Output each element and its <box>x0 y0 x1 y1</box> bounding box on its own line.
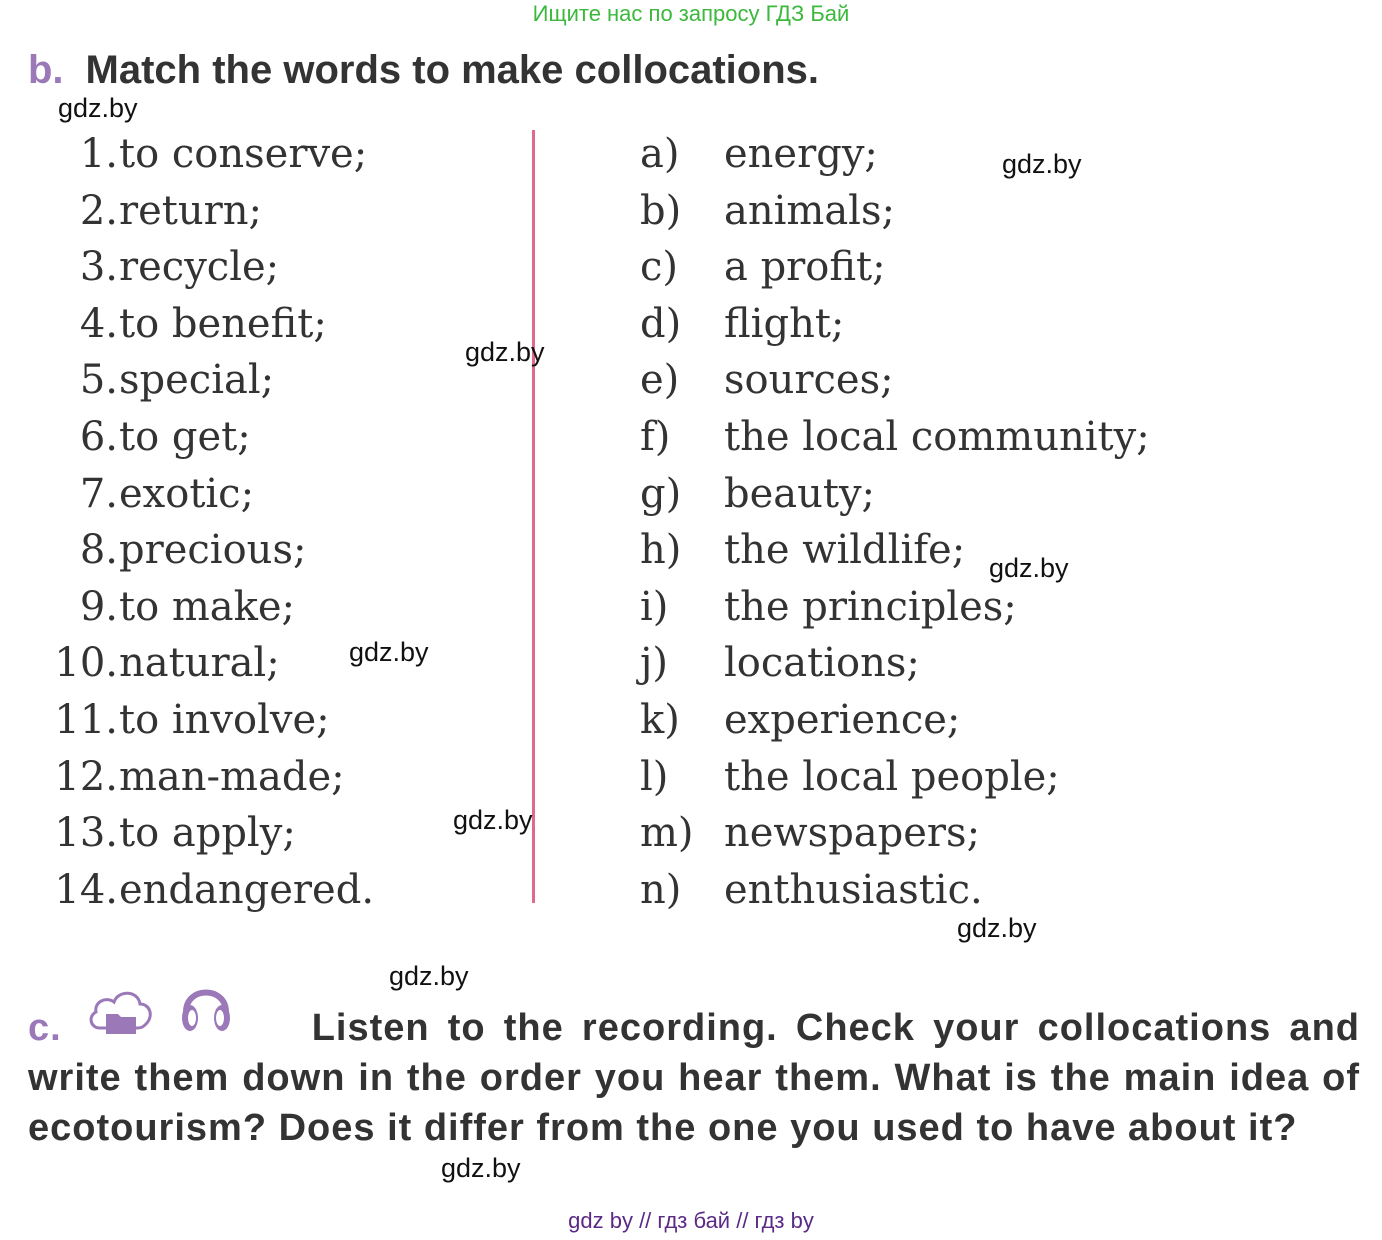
watermark: gdz.by <box>989 553 1069 583</box>
item-letter: f) <box>640 413 671 460</box>
list-item <box>640 635 920 692</box>
item-word: to get; <box>119 413 251 460</box>
list-item <box>640 126 878 183</box>
watermark: gdz.by <box>1002 149 1082 179</box>
item-number: 4. <box>79 300 118 347</box>
item-word: exotic; <box>119 470 255 517</box>
item-number: 8. <box>79 527 118 574</box>
watermark: gdz.by <box>441 1153 521 1183</box>
list-item <box>640 183 895 240</box>
item-word: experience; <box>724 696 961 743</box>
list-item <box>640 466 876 523</box>
item-word: beauty; <box>724 470 876 517</box>
item-letter: g) <box>640 470 682 517</box>
item-number: 10. <box>54 640 118 687</box>
item-word: natural; <box>119 640 280 687</box>
headphones-icon[interactable] <box>178 976 234 1038</box>
item-word: locations; <box>724 640 920 687</box>
item-number: 7. <box>79 470 118 517</box>
list-item <box>26 126 368 183</box>
item-word: the local community; <box>724 413 1150 460</box>
item-number: 6. <box>79 413 118 460</box>
list-item <box>640 296 845 353</box>
item-word: special; <box>119 357 275 404</box>
item-number: 3. <box>79 244 118 291</box>
list-item <box>26 692 330 749</box>
item-word: energy; <box>724 131 878 177</box>
item-letter: b) <box>640 187 682 234</box>
item-letter: d) <box>640 300 682 347</box>
item-number: 11. <box>54 696 118 743</box>
watermark: gdz.by <box>453 805 533 835</box>
list-item <box>640 692 961 749</box>
item-word: to apply; <box>119 810 296 857</box>
item-word: newspapers; <box>724 810 981 857</box>
item-word: the local people; <box>724 753 1060 800</box>
item-letter: m) <box>640 810 694 857</box>
item-word: animals; <box>724 187 895 234</box>
item-number: 13. <box>54 810 118 857</box>
list-item <box>640 749 1060 806</box>
item-word: the principles; <box>724 583 1017 630</box>
item-word: man-made; <box>119 753 345 800</box>
list-item <box>26 409 251 466</box>
item-number: 14. <box>54 866 118 913</box>
item-word: to benefit; <box>119 300 327 347</box>
item-letter: j) <box>640 640 669 687</box>
item-number: 2. <box>79 187 118 234</box>
item-letter: a) <box>640 131 680 177</box>
item-word: return; <box>119 187 262 234</box>
item-word: sources; <box>724 357 894 404</box>
list-item <box>640 805 981 862</box>
item-word: to make; <box>119 583 296 630</box>
item-letter: i) <box>640 583 669 630</box>
left-word-list <box>26 126 375 918</box>
list-item <box>26 749 345 806</box>
section-c-instructions <box>28 998 1360 1153</box>
section-b-title: Match the words to make collocations. <box>85 48 820 92</box>
item-word: precious; <box>119 527 307 574</box>
list-item <box>640 352 894 409</box>
item-word: recycle; <box>119 244 280 291</box>
item-number: 1. <box>79 131 118 177</box>
list-item <box>640 522 966 579</box>
list-item <box>26 296 327 353</box>
item-word: a profit; <box>724 244 886 291</box>
audio-icons <box>84 998 312 1044</box>
section-c-text: Listen to the recording. Check your collocations and write them down in the order you hear them. What is the main idea of ecotourism? Does it differ from the one you used to have about it? <box>28 1007 1360 1149</box>
item-word: flight; <box>724 300 845 347</box>
cloud-folder-icon[interactable] <box>86 984 156 1040</box>
item-letter: n) <box>640 866 682 913</box>
item-number: 9. <box>79 583 118 630</box>
list-item <box>26 579 296 636</box>
list-item <box>26 239 280 296</box>
list-item <box>640 409 1150 466</box>
column-divider <box>532 130 535 903</box>
list-item <box>640 239 886 296</box>
list-item <box>26 862 375 919</box>
item-number: 5. <box>79 357 118 404</box>
section-c-letter: c. <box>28 1007 62 1049</box>
watermark: gdz.by <box>389 961 469 991</box>
top-banner: Ищите нас по запросу ГДЗ Бай <box>532 1 850 26</box>
item-letter: l) <box>640 753 669 800</box>
item-word: to conserve; <box>119 131 368 177</box>
item-word: endangered. <box>119 866 375 913</box>
list-item <box>26 183 262 240</box>
watermark: gdz.by <box>465 337 545 367</box>
list-item <box>26 635 280 692</box>
list-item <box>26 466 255 523</box>
item-word: the wildlife; <box>724 527 966 574</box>
watermark: gdz.by <box>58 93 138 123</box>
item-word: to involve; <box>119 696 330 743</box>
item-letter: c) <box>640 244 679 291</box>
item-number: 12. <box>54 753 118 800</box>
watermark: gdz.by <box>957 913 1037 943</box>
watermark: gdz.by <box>349 637 429 667</box>
item-letter: e) <box>640 357 680 404</box>
item-letter: k) <box>640 696 680 743</box>
list-item <box>640 579 1017 636</box>
list-item <box>640 862 983 919</box>
list-item <box>26 522 307 579</box>
item-word: enthusiastic. <box>724 866 983 913</box>
section-b-heading <box>28 46 819 94</box>
item-letter: h) <box>640 527 682 574</box>
footer: gdz by // гдз бай // гдз by <box>568 1208 814 1233</box>
section-b-letter: b. <box>28 48 64 92</box>
list-item <box>26 352 275 409</box>
list-item <box>26 805 296 862</box>
